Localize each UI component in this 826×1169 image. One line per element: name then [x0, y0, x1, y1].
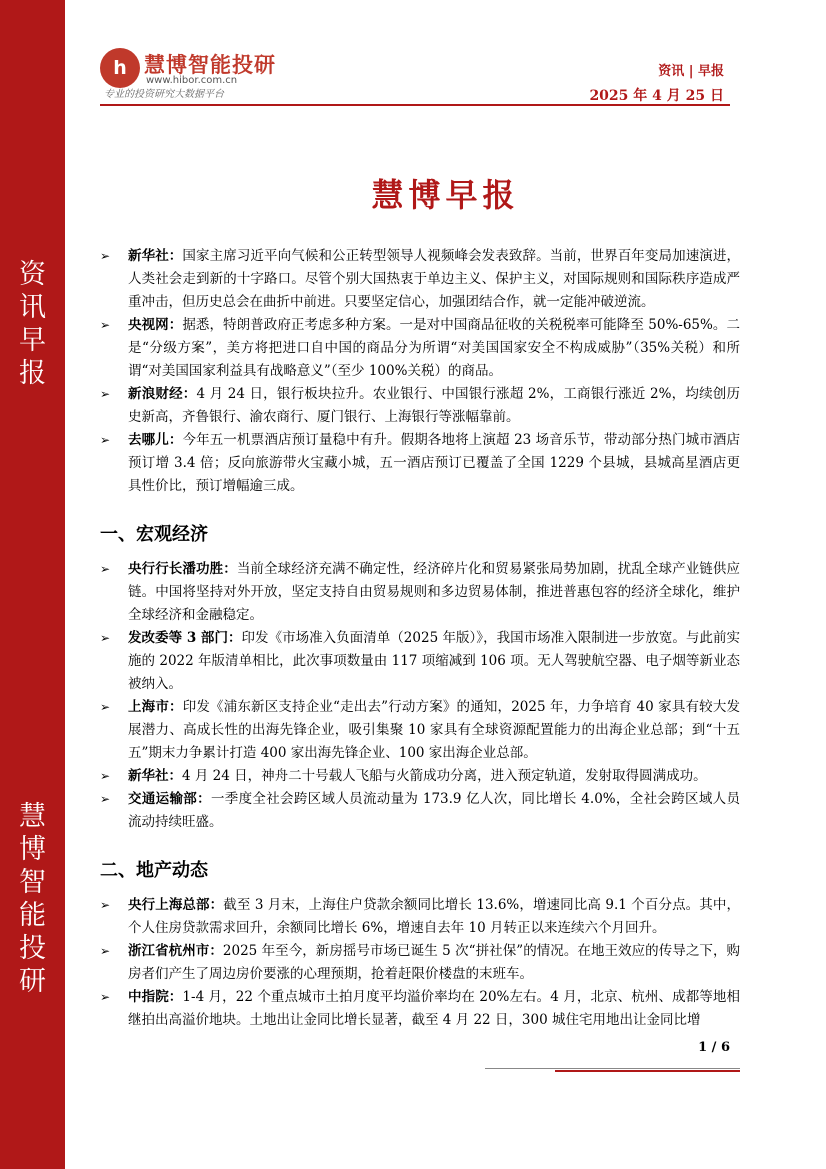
- news-text: 印发《浦东新区支持企业“走出去”行动方案》的通知，2025 年，力争培育 40 家具有较大发展潜力、高成长性的出海先锋企业，吸引集聚 10 家具有全球资源配置能力的出海企业总部；到“十五五”期末力争累计打造 400 家出海先锋企业、100 家出海企业总部。: [128, 699, 741, 761]
- sections: [100, 520, 740, 1032]
- news-item: [100, 245, 740, 314]
- header-date: 2025 年 4 月 25 日: [589, 88, 724, 104]
- logo-name: 慧博智能投研: [144, 53, 276, 77]
- bullet-arrow-icon: ➢: [100, 792, 111, 806]
- news-item: [100, 696, 740, 765]
- news-item: [100, 940, 740, 986]
- news-item: [100, 627, 740, 696]
- section-heading: 二、地产动态: [100, 860, 208, 881]
- page-header: [100, 48, 730, 102]
- news-text: 印发《市场准入负面清单（2025 年版）》，我国市场准入限制进一步放宽。与此前实施的 2022 年版清单相比，此次事项数量由 117 项缩减到 106 项。无人驾驶航空器、电子烟等新业态被纳入。: [128, 630, 740, 692]
- news-item: [100, 894, 740, 940]
- news-item: [100, 765, 740, 788]
- news-source: 新华社：: [128, 248, 183, 264]
- logo-url: www.hibor.com.cn: [146, 75, 238, 86]
- news-item: [100, 558, 740, 627]
- news-text: 当前全球经济充满不确定性，经济碎片化和贸易紧张局势加剧，扰乱全球产业链供应链。中国将坚持对外开放，坚定支持自由贸易规则和多边贸易体制，推进普惠包容的经济全球化，维护全球经济和金融稳定。: [128, 561, 741, 623]
- news-source: 交通运输部：: [128, 791, 211, 807]
- bullet-arrow-icon: ➢: [100, 631, 111, 645]
- bullet-arrow-icon: ➢: [100, 944, 111, 958]
- news-source: 中指院：: [128, 989, 183, 1005]
- logo-icon: h: [100, 48, 140, 88]
- news-source: 新华社：: [128, 768, 182, 784]
- header-divider: [100, 104, 730, 106]
- news-item: [100, 429, 740, 498]
- bullet-arrow-icon: ➢: [100, 249, 111, 263]
- header-meta: [589, 60, 724, 105]
- news-source: 上海市：: [128, 699, 183, 715]
- page-title: 慧博早报: [371, 176, 520, 214]
- footer-accent-line: [555, 1070, 740, 1072]
- sidebar-upper-text: 资 讯 早 报: [19, 259, 46, 389]
- news-source: 央视网：: [128, 317, 183, 333]
- news-text: 一季度全社会跨区域人员流动量为 173.9 亿人次，同比增长 4.0%，全社会跨区域人员流动持续旺盛。: [128, 791, 740, 830]
- news-content: [100, 245, 740, 1032]
- page-number: 1 / 6: [698, 1040, 730, 1055]
- news-item: [100, 986, 740, 1032]
- news-source: 央行行长潘功胜：: [128, 561, 237, 577]
- logo-slogan: 专业的投资研究大数据平台: [104, 89, 224, 100]
- sidebar: [0, 0, 65, 1169]
- intro-list: [100, 245, 740, 498]
- bullet-arrow-icon: ➢: [100, 700, 111, 714]
- news-source: 浙江省杭州市：: [128, 943, 223, 959]
- bullet-arrow-icon: ➢: [100, 562, 111, 576]
- news-item: [100, 788, 740, 834]
- news-text: 国家主席习近平向气候和公正转型领导人视频峰会发表致辞。当前，世界百年变局加速演进，人类社会走到新的十字路口。尽管个别大国热衷于单边主义、保护主义，对国际规则和国际秩序造成严重冲击，但历史总会在曲折中前进。只要坚定信心，加强团结合作，就一定能冲破逆流。: [128, 248, 741, 310]
- news-text: 2025 年至今，新房摇号市场已诞生 5 次“拼社保”的情况。在地王效应的传导之下，购房者们产生了周边房价要涨的心理预期，抢着赶限价楼盘的末班车。: [128, 943, 741, 982]
- news-text: 今年五一机票酒店预订量稳中有升。假期各地将上演超 23 场音乐节，带动部分热门城市酒店预订增 3.4 倍；反向旅游带火宝藏小城，五一酒店预订已覆盖了全国 1229 个县城，县城高星酒店更具性价比，预订增幅逾三成。: [128, 432, 741, 494]
- news-text: 4 月 24 日，银行板块拉升。农业银行、中国银行涨超 2%，工商银行涨近 2%，均续创历史新高，齐鲁银行、渝农商行、厦门银行、上海银行等涨幅靠前。: [128, 386, 740, 425]
- bullet-arrow-icon: ➢: [100, 898, 111, 912]
- bullet-arrow-icon: ➢: [100, 433, 111, 447]
- header-category: 资讯 | 早报: [658, 64, 724, 79]
- news-item: [100, 383, 740, 429]
- news-source: 新浪财经：: [128, 386, 197, 402]
- news-text: 4 月 24 日，神舟二十号载人飞船与火箭成功分离，进入预定轨道，发射取得圆满成功。: [182, 768, 707, 784]
- bullet-arrow-icon: ➢: [100, 990, 111, 1004]
- news-source: 去哪儿：: [128, 432, 183, 448]
- section-heading: 一、宏观经济: [100, 524, 208, 545]
- bullet-arrow-icon: ➢: [100, 318, 111, 332]
- news-text: 1-4 月，22 个重点城市土拍月度平均溢价率均在 20%左右。4 月，北京、杭州、成都等地相继拍出高溢价地块。土地出让金同比增长显著，截至 4 月 22 日，300 城住宅用地出让金同比增: [128, 989, 741, 1028]
- news-text: 截至 3 月末，上海住户贷款余额同比增长 13.6%，增速同比高 9.1 个百分点。其中，个人住房贷款需求回升，余额同比增长 6%，增速自去年 10 月转正以来连续六个月回升。: [128, 897, 740, 936]
- footer-divider: [485, 1068, 740, 1069]
- sidebar-lower-text: 慧 博 智 能 投 研: [19, 801, 46, 997]
- news-item: [100, 314, 740, 383]
- news-source: 央行上海总部：: [128, 897, 224, 913]
- news-text: 据悉，特朗普政府正考虑多种方案。一是对中国商品征收的关税税率可能降至 50%-65%。二是“分级方案”，美方将把进口自中国的商品分为所谓“对美国国家安全不构成威胁”（35%关税）和所谓“对美国国家利益具有战略意义”（至少 100%关税）的商品。: [128, 317, 740, 379]
- bullet-arrow-icon: ➢: [100, 769, 111, 783]
- news-source: 发改委等 3 部门：: [128, 630, 242, 646]
- bullet-arrow-icon: ➢: [100, 387, 111, 401]
